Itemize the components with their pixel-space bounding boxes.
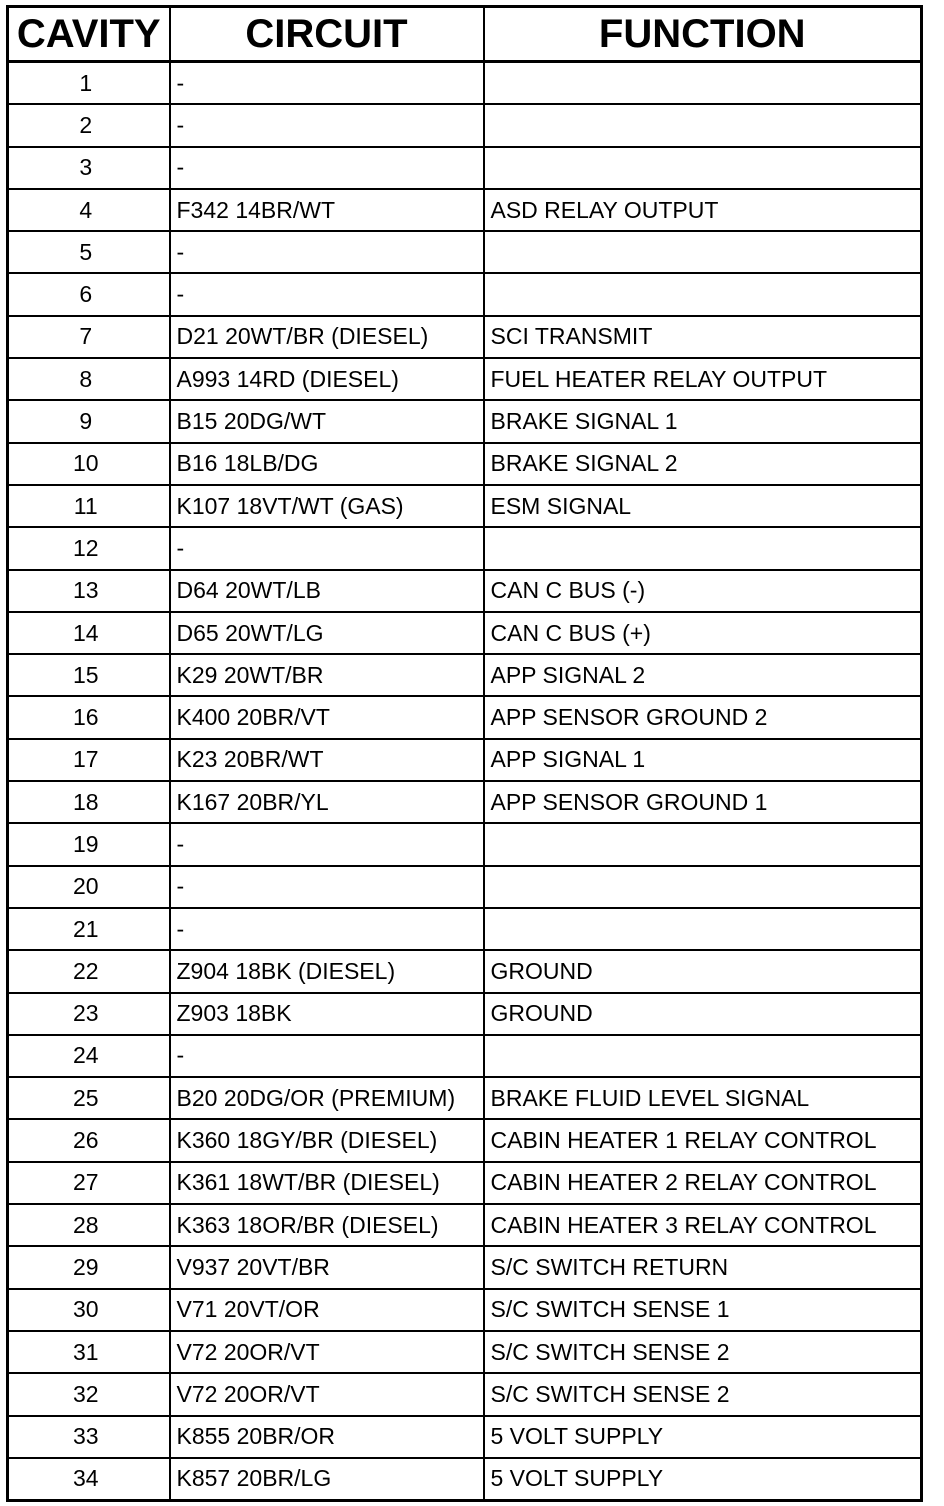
function-cell xyxy=(484,527,922,569)
function-cell: APP SENSOR GROUND 1 xyxy=(484,781,922,823)
circuit-cell: K167 20BR/YL xyxy=(170,781,484,823)
function-cell: GROUND xyxy=(484,950,922,992)
cavity-cell: 27 xyxy=(8,1162,170,1204)
table-row xyxy=(8,62,922,105)
circuit-cell: V71 20VT/OR xyxy=(170,1289,484,1331)
circuit-cell: F342 14BR/WT xyxy=(170,189,484,231)
function-cell xyxy=(484,62,922,105)
table-row xyxy=(8,908,922,950)
cavity-cell: 28 xyxy=(8,1204,170,1246)
circuit-cell: K857 20BR/LG xyxy=(170,1458,484,1501)
function-cell xyxy=(484,147,922,189)
circuit-cell: - xyxy=(170,147,484,189)
function-cell: CABIN HEATER 1 RELAY CONTROL xyxy=(484,1119,922,1161)
circuit-cell: V937 20VT/BR xyxy=(170,1246,484,1288)
cavity-cell: 25 xyxy=(8,1077,170,1119)
table-row xyxy=(8,527,922,569)
connector-pinout-table xyxy=(6,5,923,1502)
function-cell: BRAKE FLUID LEVEL SIGNAL xyxy=(484,1077,922,1119)
cavity-cell: 16 xyxy=(8,696,170,738)
table-row xyxy=(8,823,922,865)
cavity-cell: 11 xyxy=(8,485,170,527)
table-row xyxy=(8,1077,922,1119)
table-row xyxy=(8,273,922,315)
function-cell xyxy=(484,908,922,950)
circuit-cell: K363 18OR/BR (DIESEL) xyxy=(170,1204,484,1246)
cavity-cell: 22 xyxy=(8,950,170,992)
table-row xyxy=(8,1373,922,1415)
cavity-cell: 33 xyxy=(8,1416,170,1458)
table-row xyxy=(8,1246,922,1288)
function-cell: GROUND xyxy=(484,993,922,1035)
circuit-cell: Z903 18BK xyxy=(170,993,484,1035)
table-row xyxy=(8,1458,922,1501)
function-cell: 5 VOLT SUPPLY xyxy=(484,1416,922,1458)
table-row xyxy=(8,1289,922,1331)
circuit-cell: - xyxy=(170,273,484,315)
function-cell xyxy=(484,104,922,146)
function-cell: S/C SWITCH RETURN xyxy=(484,1246,922,1288)
function-cell: APP SIGNAL 1 xyxy=(484,739,922,781)
cavity-cell: 29 xyxy=(8,1246,170,1288)
circuit-cell: - xyxy=(170,1035,484,1077)
table-row xyxy=(8,400,922,442)
cavity-cell: 31 xyxy=(8,1331,170,1373)
table-row xyxy=(8,443,922,485)
function-cell: CABIN HEATER 2 RELAY CONTROL xyxy=(484,1162,922,1204)
circuit-cell: Z904 18BK (DIESEL) xyxy=(170,950,484,992)
circuit-cell: - xyxy=(170,62,484,105)
table-row xyxy=(8,739,922,781)
cavity-cell: 24 xyxy=(8,1035,170,1077)
function-cell: S/C SWITCH SENSE 2 xyxy=(484,1331,922,1373)
circuit-cell: - xyxy=(170,104,484,146)
function-cell: CAN C BUS (-) xyxy=(484,570,922,612)
circuit-cell: K23 20BR/WT xyxy=(170,739,484,781)
cavity-cell: 1 xyxy=(8,62,170,105)
table-row xyxy=(8,231,922,273)
circuit-cell: V72 20OR/VT xyxy=(170,1331,484,1373)
table-row xyxy=(8,485,922,527)
function-cell: BRAKE SIGNAL 1 xyxy=(484,400,922,442)
circuit-cell: K360 18GY/BR (DIESEL) xyxy=(170,1119,484,1161)
function-cell: S/C SWITCH SENSE 1 xyxy=(484,1289,922,1331)
cavity-cell: 9 xyxy=(8,400,170,442)
function-cell: SCI TRANSMIT xyxy=(484,316,922,358)
circuit-cell: V72 20OR/VT xyxy=(170,1373,484,1415)
circuit-cell: K855 20BR/OR xyxy=(170,1416,484,1458)
circuit-cell: K361 18WT/BR (DIESEL) xyxy=(170,1162,484,1204)
circuit-cell: - xyxy=(170,231,484,273)
table-row xyxy=(8,1119,922,1161)
cavity-cell: 3 xyxy=(8,147,170,189)
cavity-cell: 17 xyxy=(8,739,170,781)
cavity-cell: 10 xyxy=(8,443,170,485)
cavity-cell: 20 xyxy=(8,866,170,908)
cavity-cell: 21 xyxy=(8,908,170,950)
function-cell: ESM SIGNAL xyxy=(484,485,922,527)
function-cell: S/C SWITCH SENSE 2 xyxy=(484,1373,922,1415)
cavity-cell: 13 xyxy=(8,570,170,612)
cavity-cell: 5 xyxy=(8,231,170,273)
cavity-cell: 6 xyxy=(8,273,170,315)
function-cell xyxy=(484,823,922,865)
table-row xyxy=(8,1204,922,1246)
cavity-cell: 14 xyxy=(8,612,170,654)
circuit-cell: B20 20DG/OR (PREMIUM) xyxy=(170,1077,484,1119)
circuit-cell: A993 14RD (DIESEL) xyxy=(170,358,484,400)
table-header-row xyxy=(8,7,922,62)
function-cell xyxy=(484,231,922,273)
circuit-cell: - xyxy=(170,823,484,865)
circuit-cell: K400 20BR/VT xyxy=(170,696,484,738)
function-cell: BRAKE SIGNAL 2 xyxy=(484,443,922,485)
table-row xyxy=(8,654,922,696)
cavity-cell: 32 xyxy=(8,1373,170,1415)
function-cell: APP SIGNAL 2 xyxy=(484,654,922,696)
table-row xyxy=(8,104,922,146)
circuit-cell: B16 18LB/DG xyxy=(170,443,484,485)
function-cell: APP SENSOR GROUND 2 xyxy=(484,696,922,738)
function-cell: ASD RELAY OUTPUT xyxy=(484,189,922,231)
connector-pinout-table-wrapper xyxy=(6,5,920,1502)
circuit-cell: D21 20WT/BR (DIESEL) xyxy=(170,316,484,358)
function-cell: CAN C BUS (+) xyxy=(484,612,922,654)
table-row xyxy=(8,316,922,358)
circuit-cell: D65 20WT/LG xyxy=(170,612,484,654)
table-row xyxy=(8,696,922,738)
cavity-cell: 19 xyxy=(8,823,170,865)
circuit-cell: K29 20WT/BR xyxy=(170,654,484,696)
table-row xyxy=(8,1035,922,1077)
cavity-cell: 15 xyxy=(8,654,170,696)
cavity-cell: 34 xyxy=(8,1458,170,1501)
cavity-cell: 8 xyxy=(8,358,170,400)
circuit-cell: - xyxy=(170,866,484,908)
function-cell: FUEL HEATER RELAY OUTPUT xyxy=(484,358,922,400)
header-cavity: CAVITY xyxy=(8,7,170,62)
function-cell xyxy=(484,866,922,908)
table-row xyxy=(8,358,922,400)
header-function: FUNCTION xyxy=(484,7,922,62)
table-row xyxy=(8,147,922,189)
table-body xyxy=(8,62,922,1501)
table-row xyxy=(8,189,922,231)
table-row xyxy=(8,866,922,908)
function-cell: 5 VOLT SUPPLY xyxy=(484,1458,922,1501)
cavity-cell: 30 xyxy=(8,1289,170,1331)
cavity-cell: 4 xyxy=(8,189,170,231)
table-row xyxy=(8,1331,922,1373)
cavity-cell: 18 xyxy=(8,781,170,823)
circuit-cell: K107 18VT/WT (GAS) xyxy=(170,485,484,527)
cavity-cell: 26 xyxy=(8,1119,170,1161)
table-row xyxy=(8,993,922,1035)
table-row xyxy=(8,570,922,612)
circuit-cell: - xyxy=(170,527,484,569)
table-row xyxy=(8,1162,922,1204)
cavity-cell: 12 xyxy=(8,527,170,569)
header-circuit: CIRCUIT xyxy=(170,7,484,62)
function-cell: CABIN HEATER 3 RELAY CONTROL xyxy=(484,1204,922,1246)
circuit-cell: B15 20DG/WT xyxy=(170,400,484,442)
cavity-cell: 7 xyxy=(8,316,170,358)
table-row xyxy=(8,1416,922,1458)
circuit-cell: - xyxy=(170,908,484,950)
function-cell xyxy=(484,1035,922,1077)
table-row xyxy=(8,950,922,992)
function-cell xyxy=(484,273,922,315)
cavity-cell: 23 xyxy=(8,993,170,1035)
table-row xyxy=(8,781,922,823)
cavity-cell: 2 xyxy=(8,104,170,146)
circuit-cell: D64 20WT/LB xyxy=(170,570,484,612)
table-row xyxy=(8,612,922,654)
